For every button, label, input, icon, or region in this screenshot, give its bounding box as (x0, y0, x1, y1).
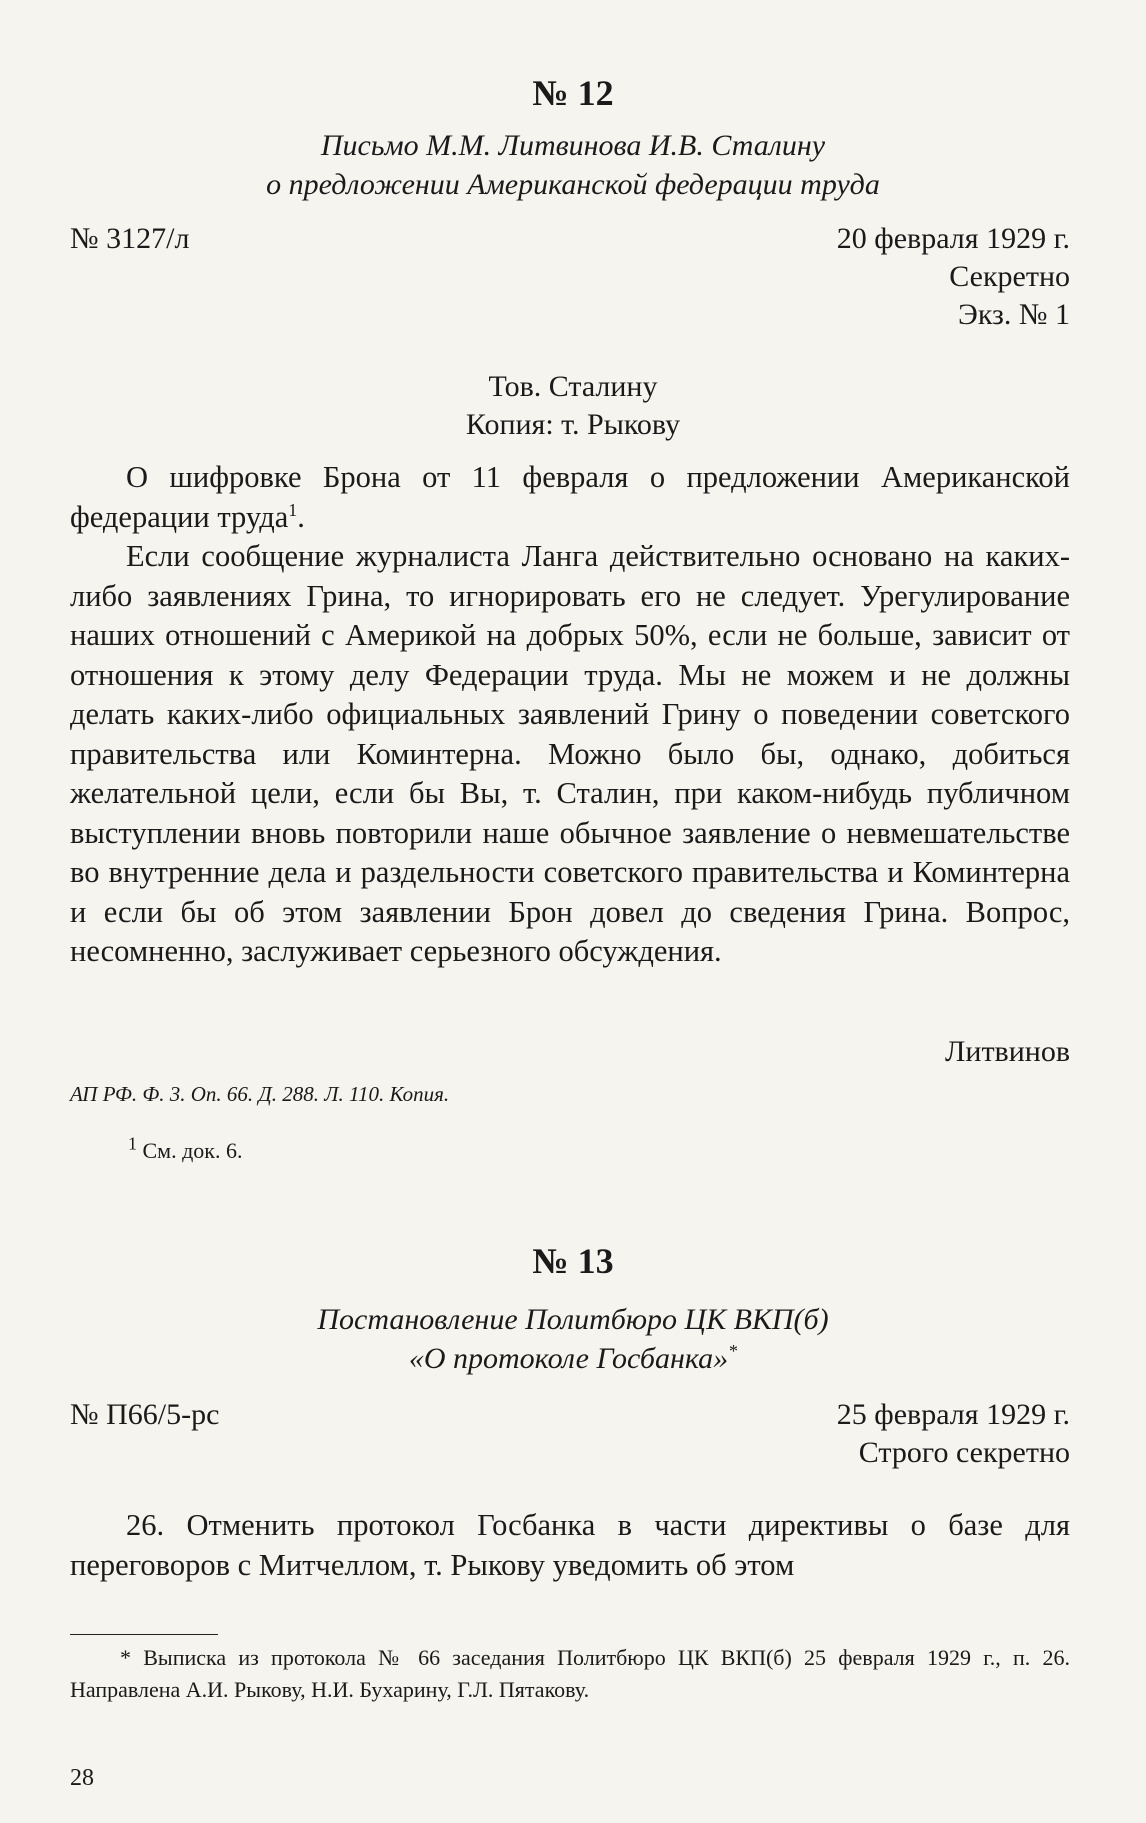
doc13-title-line1: Постановление Политбюро ЦК ВКП(б) (317, 1303, 829, 1336)
doc12-addressee: Тов. Сталину (488, 370, 658, 403)
doc13-footnote-mark: * (728, 1341, 738, 1361)
doc13-ref-number: № П66/5-рс (70, 1398, 220, 1431)
doc12-date: 20 февраля 1929 г. (836, 222, 1070, 255)
footnote-divider (70, 1634, 218, 1635)
doc13-paragraph-1: 26. Отменить протокол Госбанка в части директивы о базе для переговоров с Митчеллом, т. Рыкову уведомить об этом (70, 1508, 1070, 1582)
doc12-ref-number: № 3127/л (70, 222, 190, 255)
doc13-body (70, 1506, 1070, 1585)
doc12-paragraph-1: О шифровке Брона от 11 февраля о предложении Американской федерации труда$^1$. (70, 460, 1070, 534)
doc13-classification: Строго секретно (858, 1436, 1070, 1469)
doc13-date: 25 февраля 1929 г. (836, 1398, 1070, 1431)
doc12-title-line2: о предложении Американской федерации труда (266, 168, 880, 201)
footnote-ref-1: 1 (288, 499, 298, 520)
doc13-number: № 13 (532, 1241, 614, 1281)
page-number: 28 (70, 1765, 94, 1791)
page-footnote: * Выписка из протокола № 66 заседания Политбюро ЦК ВКП(б) 25 февраля 1929 г., п. 26. Направлена А.И. Рыкову, Н.И. Бухарину, Г.Л. Пятакову. (70, 1645, 1070, 1702)
footnote-text: См. док. 6. (142, 1138, 243, 1163)
doc13-title-line2: «О протоколе Госбанка»* (408, 1341, 738, 1375)
doc12-classification: Секретно (949, 260, 1070, 293)
doc12-signature: Литвинов (945, 1035, 1070, 1068)
doc12-copy-number: Экз. № 1 (958, 298, 1070, 331)
doc12-title-line1: Письмо М.М. Литвинова И.В. Сталину (320, 129, 826, 162)
doc12-archive-reference: АП РФ. Ф. 3. Оп. 66. Д. 288. Л. 110. Копия. (70, 1082, 450, 1106)
doc12-paragraph-2: Если сообщение журналиста Ланга действительно основано на каких-либо заявлениях Грина, то игнорировать его не следует. Урегулирование наших отношений с Америкой на добрых 50%, если не больше, зависит от отношения к этому делу Федерации труда. Мы не можем и не должны делать каких-либо официальных заявлений Грину о поведении советского правительства или Коминтерна. Можно было бы, однако, добиться желательной цели, если бы Вы, т. Сталин, при каком-нибудь публичном выступлении вновь повторили наше обычное заявление о невмешательстве во внутренние дела и раздельности советского правительства и Коминтерна и если бы об этом заявлении Брон довел до сведения Грина. Вопрос, несомненно, заслуживает серьезного обсуждения. (70, 539, 1070, 968)
doc12-body (70, 458, 1070, 972)
doc12-footnote (128, 1133, 243, 1164)
doc12-number: № 12 (532, 73, 614, 113)
footnote-mark: 1 (128, 1133, 137, 1154)
doc12-copy-to: Копия: т. Рыкову (465, 408, 681, 441)
